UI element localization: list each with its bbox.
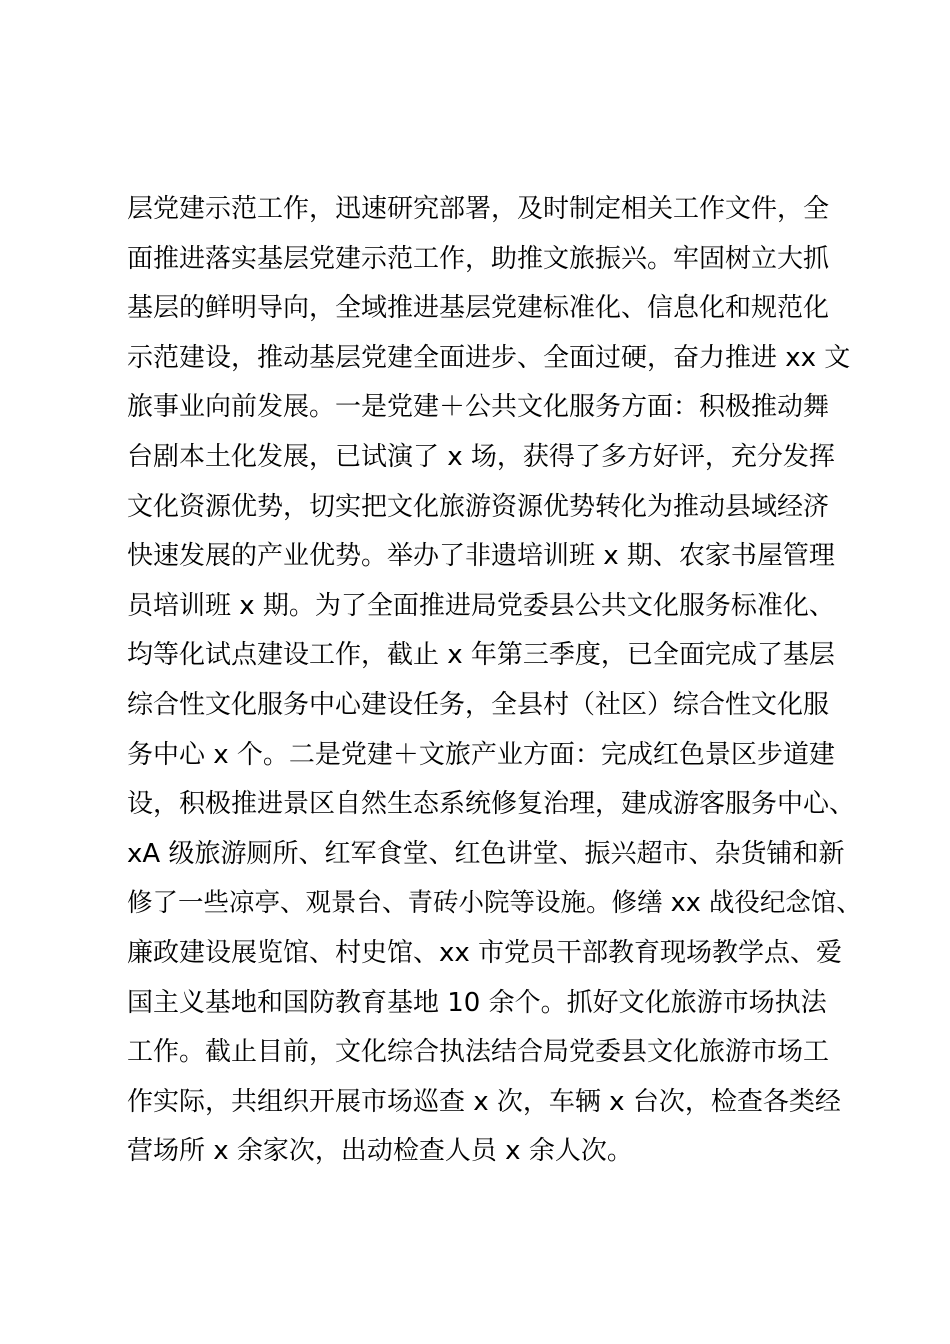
text-line: 设，积极推进景区自然生态系统修复治理，建成游客服务中心、 (127, 789, 856, 820)
text-line: 层党建示范工作，迅速研究部署，及时制定相关工作文件，全 (127, 194, 830, 224)
text-line: 修了一些凉亭、观景台、青砖小院等设施。修缮 xx 战役纪念馆、 (127, 888, 862, 919)
body-paragraph (127, 185, 867, 1177)
text-line: 快速发展的产业优势。举办了非遗培训班 x 期、农家书屋管理 (127, 541, 835, 572)
text-line: 面推进落实基层党建示范工作，助推文旅振兴。牢固树立大抓 (127, 243, 830, 274)
text-line: 综合性文化服务中心建设任务，全县村（社区）综合性文化服 (127, 689, 830, 720)
text-line: 旅事业向前发展。一是党建＋公共文化服务方面：积极推动舞 (127, 392, 830, 423)
text-line: 员培训班 x 期。为了全面推进局党委县公共文化服务标准化、 (127, 590, 835, 621)
text-line: 均等化试点建设工作，截止 x 年第三季度，已全面完成了基层 (127, 640, 835, 671)
text-line: 营场所 x 余家次，出动检查人员 x 余人次。 (127, 1136, 633, 1167)
text-line: 国主义基地和国防教育基地 10 余个。抓好文化旅游市场执法 (127, 987, 827, 1018)
text-line: 文化资源优势，切实把文化旅游资源优势转化为推动县域经济 (127, 491, 830, 522)
text-line: 台剧本土化发展，已试演了 x 场，获得了多方好评，充分发挥 (127, 441, 835, 472)
text-line: 示范建设，推动基层党建全面进步、全面过硬，奋力推进 xx 文 (127, 342, 851, 373)
text-line: 作实际，共组织开展市场巡查 x 次，车辆 x 台次，检查各类经 (127, 1086, 841, 1117)
text-line: xA 级旅游厕所、红军食堂、红色讲堂、振兴超市、杂货铺和新 (127, 838, 845, 869)
text-line: 工作。截止目前，文化综合执法结合局党委县文化旅游市场工 (127, 1037, 830, 1068)
text-line: 廉政建设展览馆、村史馆、xx 市党员干部教育现场教学点、爱 (127, 937, 843, 968)
text-line: 务中心 x 个。二是党建＋文旅产业方面：完成红色景区步道建 (127, 739, 835, 770)
text-line: 基层的鲜明导向，全域推进基层党建标准化、信息化和规范化 (127, 293, 830, 324)
